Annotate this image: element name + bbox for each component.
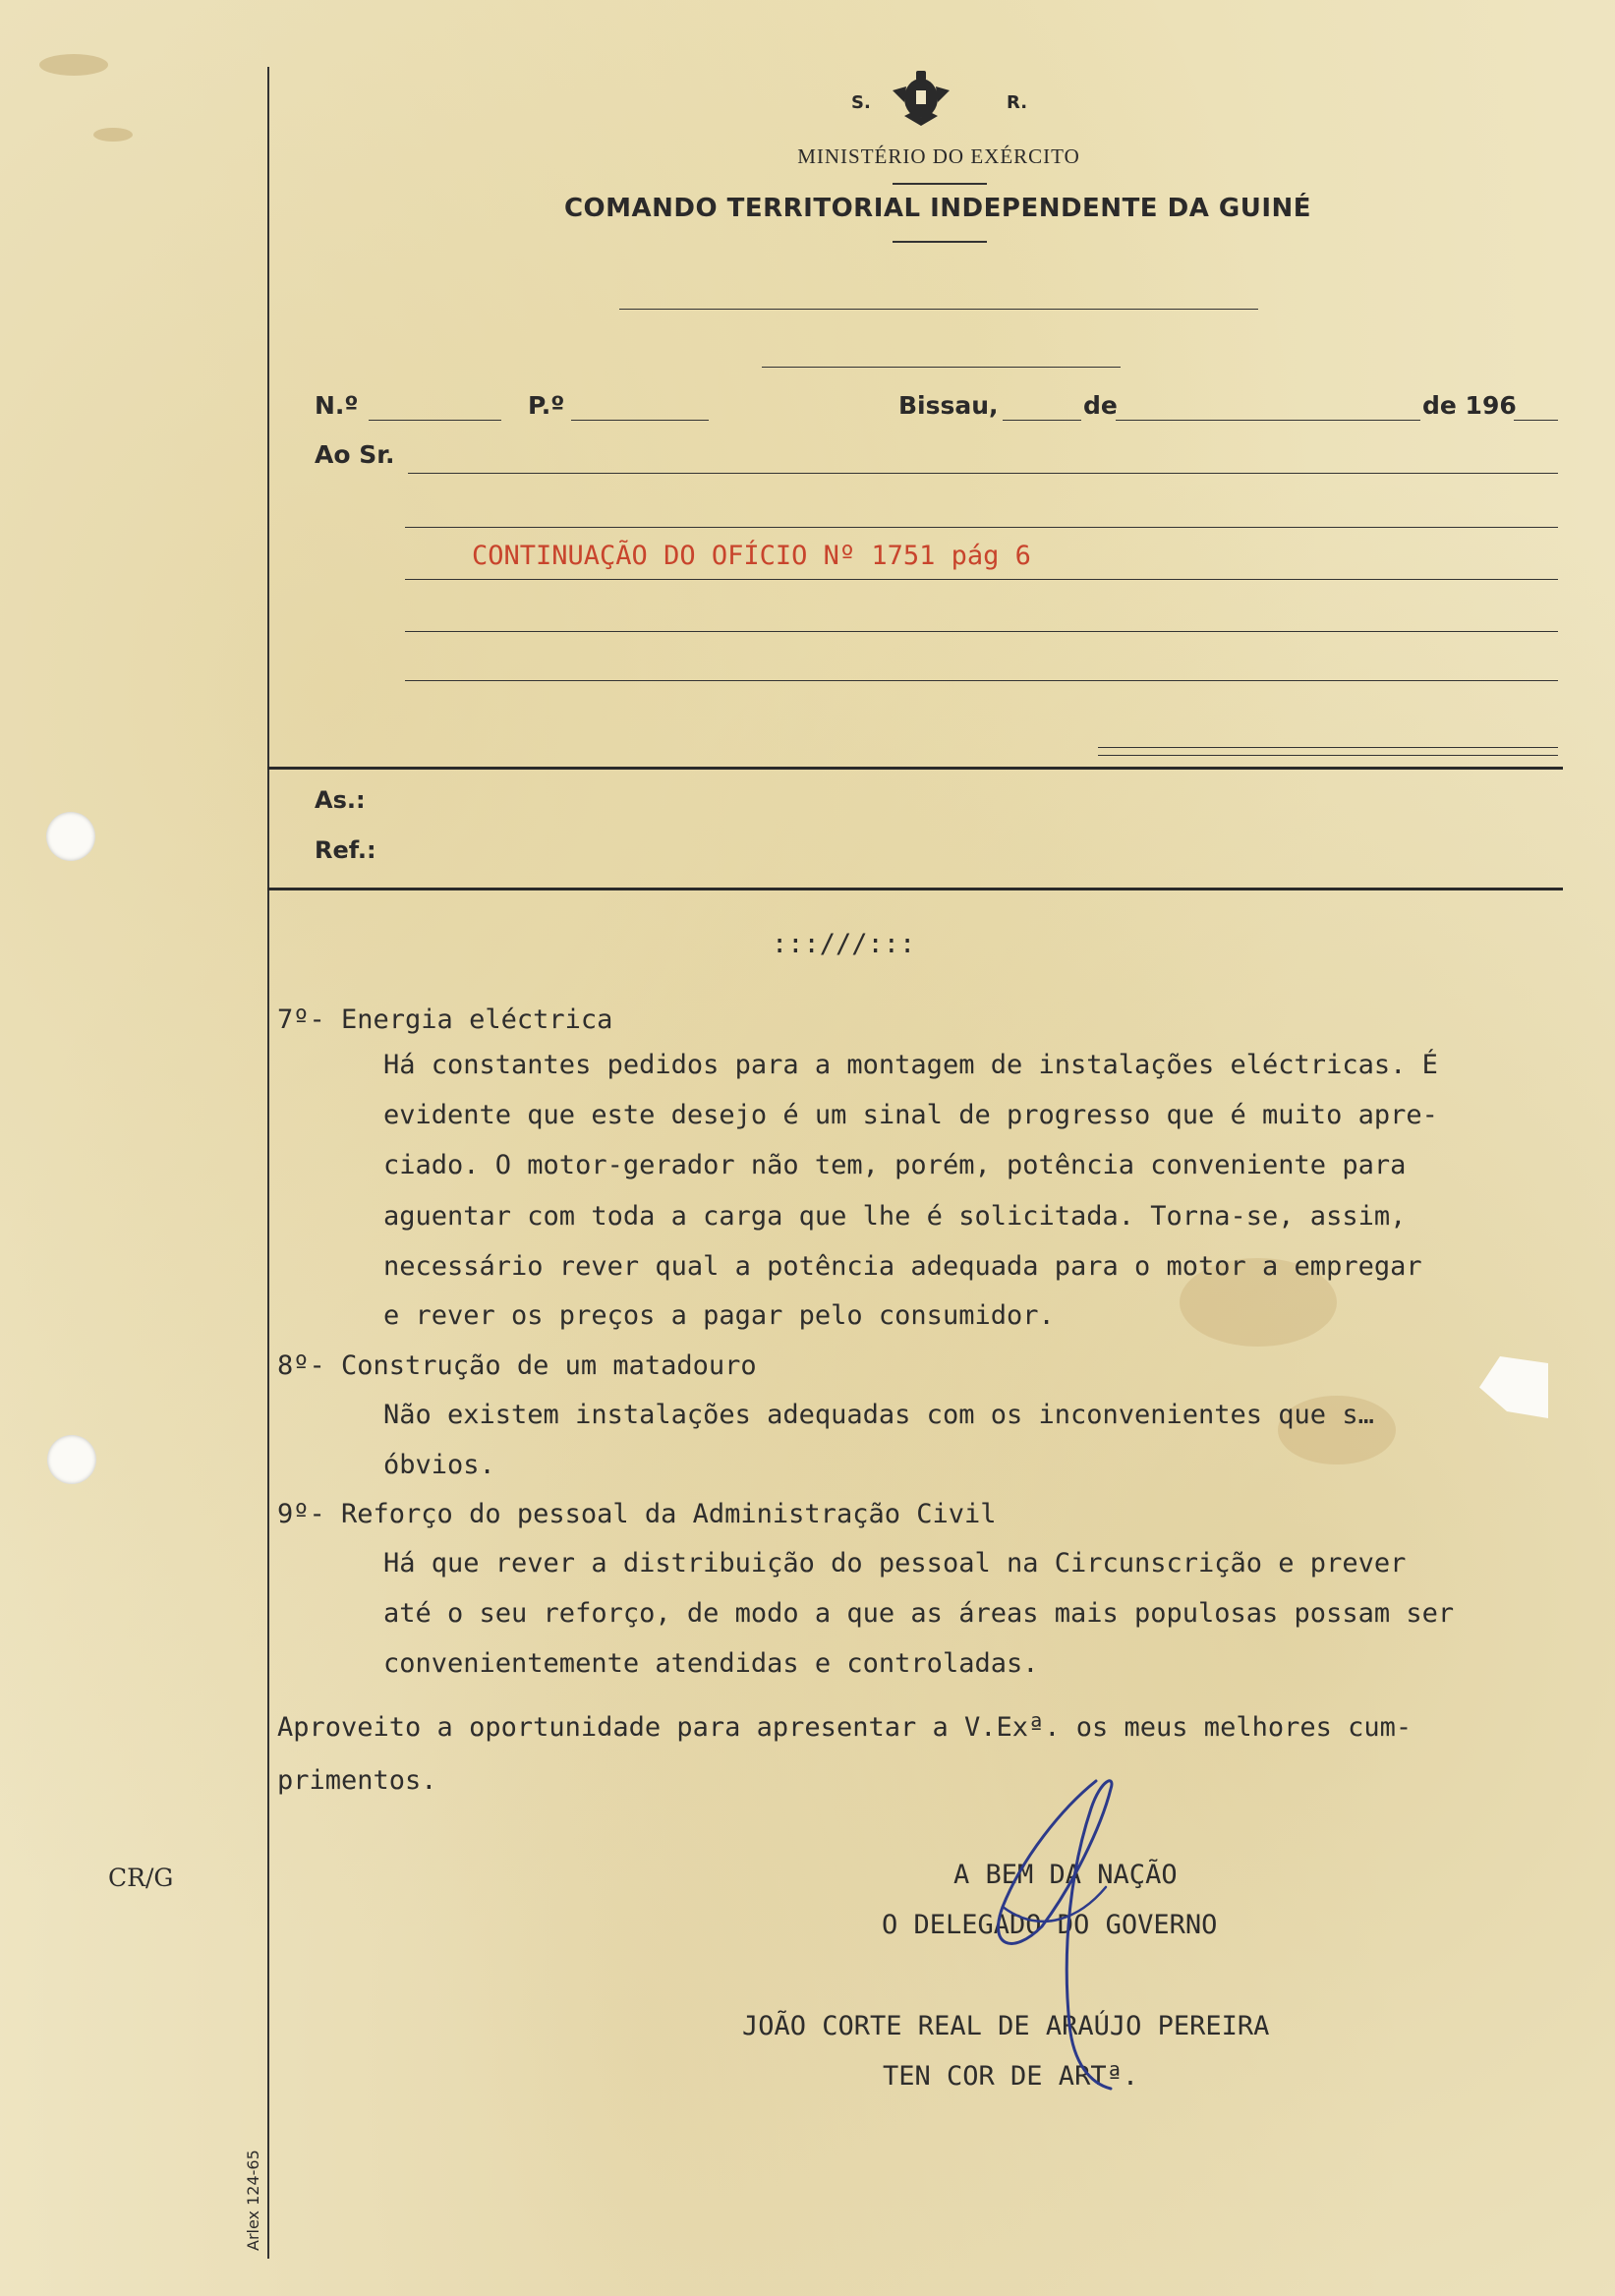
margin-line xyxy=(267,67,269,2259)
body-line: Há que rever a distribuição do pessoal na Circunscrição e prever xyxy=(383,1548,1407,1578)
torn-edge xyxy=(1479,1356,1548,1425)
separator-mark: :::///::: xyxy=(772,929,916,959)
closing-paragraph: Aproveito a oportunidade para apresentar a V.Exª. os meus melhores cum- xyxy=(277,1712,1413,1743)
month-field-line xyxy=(1116,420,1420,421)
header-s: S. xyxy=(851,92,871,113)
body-line: ciado. O motor-gerador não tem, porém, potência conveniente para xyxy=(383,1150,1407,1180)
section-divider xyxy=(267,767,1563,770)
handwritten-signature xyxy=(944,1769,1150,2094)
body-line: convenientemente atendidas e controladas. xyxy=(383,1648,1039,1679)
continuation-note: CONTINUAÇÃO DO OFÍCIO Nº 1751 pág 6 xyxy=(472,541,1031,571)
item-heading: 9º- Reforço do pessoal da Administração Civil xyxy=(277,1499,997,1529)
addressee-line xyxy=(405,579,1558,580)
signatory-name: JOÃO CORTE REAL DE ARAÚJO PEREIRA xyxy=(742,2011,1270,2041)
double-line xyxy=(1098,755,1558,756)
reference-label: Ref.: xyxy=(315,836,376,864)
blank-line xyxy=(762,367,1121,368)
printer-mark: Arlex 124-65 xyxy=(244,2150,262,2251)
addressee-line xyxy=(405,631,1558,632)
coat-of-arms-emblem xyxy=(891,69,952,128)
body-line: Não existem instalações adequadas com os inconvenientes que s… xyxy=(383,1400,1374,1430)
bissau-label: Bissau, xyxy=(898,391,999,420)
header-divider xyxy=(893,241,987,243)
section-divider xyxy=(267,888,1563,890)
de-label: de xyxy=(1083,391,1118,420)
double-line xyxy=(1098,747,1558,748)
initials: CR/G xyxy=(108,1864,174,1892)
year-label: de 196 xyxy=(1422,391,1517,420)
body-line: até o seu reforço, de modo a que as áreas mais populosas possam ser xyxy=(383,1598,1455,1629)
rust-stain xyxy=(93,128,133,142)
body-line: aguentar com toda a carga que lhe é solicitada. Torna-se, assim, xyxy=(383,1201,1407,1232)
item-heading: 8º- Construção de um matadouro xyxy=(277,1350,757,1381)
number-field-line xyxy=(369,420,501,421)
header-r: R. xyxy=(1007,92,1028,113)
addressee-line xyxy=(405,527,1558,528)
signatory-title: O DELEGADO DO GOVERNO xyxy=(882,1910,1218,1940)
body-line: óbvios. xyxy=(383,1450,495,1480)
command-title: COMANDO TERRITORIAL INDEPENDENTE DA GUINÉ xyxy=(563,194,1312,223)
addressee-line xyxy=(405,680,1558,681)
rust-stain xyxy=(39,54,108,76)
signatory-rank: TEN COR DE ARTª. xyxy=(883,2061,1139,2092)
subject-label: As.: xyxy=(315,786,366,814)
process-label: P.º xyxy=(528,391,565,420)
header-divider xyxy=(893,183,987,185)
process-field-line xyxy=(571,420,709,421)
item-heading: 7º- Energia eléctrica xyxy=(277,1004,613,1035)
body-line: necessário rever qual a potência adequada para o motor a empregar xyxy=(383,1251,1422,1282)
body-line: Há constantes pedidos para a montagem de instalações eléctricas. É xyxy=(383,1050,1438,1080)
blank-line xyxy=(619,309,1258,310)
valediction: A BEM DA NAÇÃO xyxy=(953,1860,1178,1890)
year-field-line xyxy=(1514,420,1558,421)
ao-sr-label: Ao Sr. xyxy=(315,440,395,469)
number-label: N.º xyxy=(315,391,359,420)
body-line: evidente que este desejo é um sinal de progresso que é muito apre- xyxy=(383,1100,1438,1130)
binder-hole xyxy=(46,812,95,861)
addressee-line xyxy=(408,473,1558,474)
day-field-line xyxy=(1003,420,1081,421)
binder-hole xyxy=(47,1435,96,1484)
body-line: e rever os preços a pagar pelo consumidor. xyxy=(383,1300,1055,1331)
ministry-title: MINISTÉRIO DO EXÉRCITO xyxy=(797,144,1080,168)
closing-paragraph: primentos. xyxy=(277,1765,437,1796)
